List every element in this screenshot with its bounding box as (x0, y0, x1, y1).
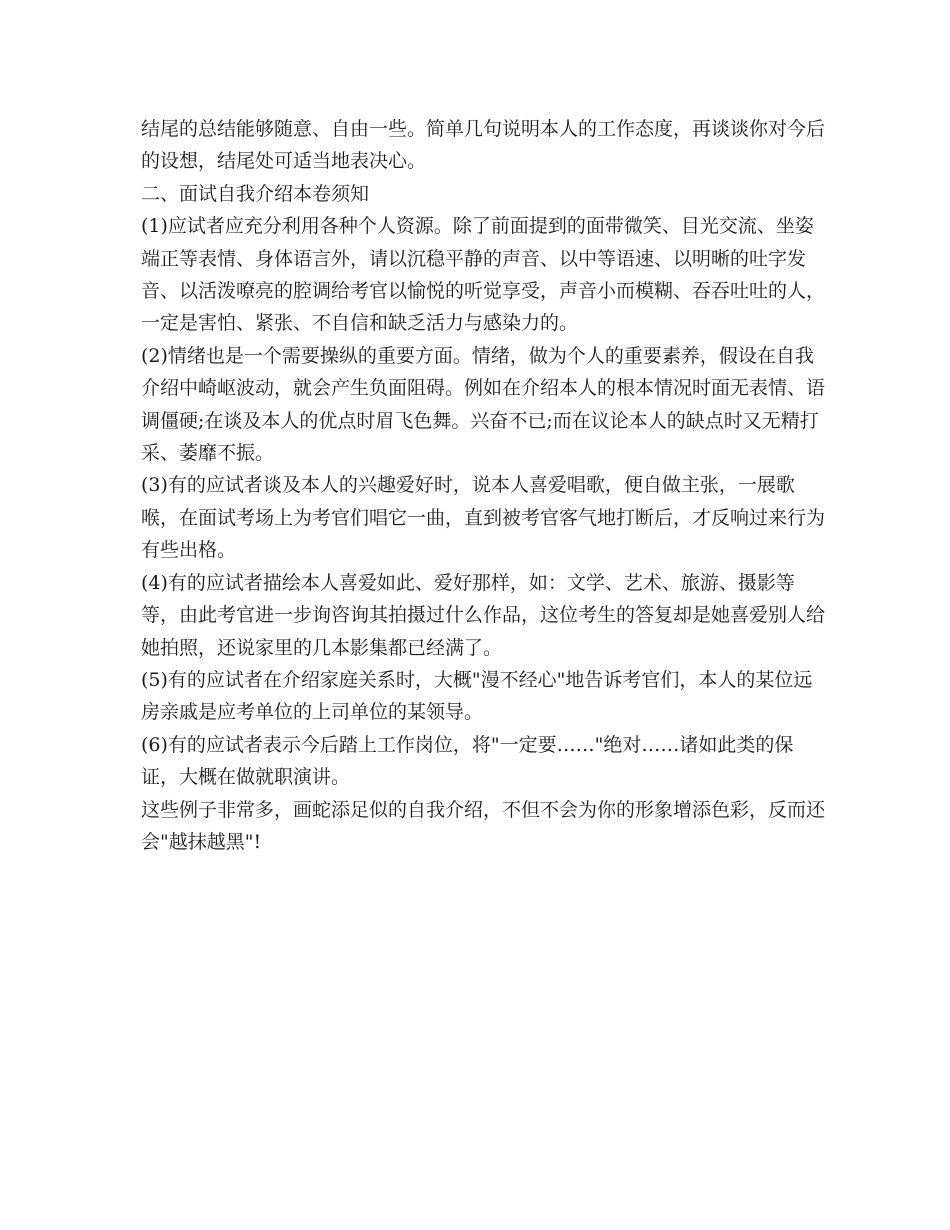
text-line: (4)有的应试者描绘本人喜爱如此、爱好那样，如：文学、艺术、旅游、摄影等 (141, 571, 795, 594)
text-line: 调僵硬;在谈及本人的优点时眉飞色舞。兴奋不已;而在议论本人的缺点时又无精打 (141, 409, 819, 432)
text-line: 一定是害怕、紧张、不自信和缺乏活力与感染力的。 (141, 312, 579, 335)
paragraph-item-5 (141, 664, 813, 729)
text-line: 介绍中崎岖波动，就会产生负面阻碍。例如在介绍本人的根本情况时面无表情、语 (141, 377, 826, 400)
text-line: (6)有的应试者表示今后踏上工作岗位，将"一定要……"绝对……诸如此类的保 (141, 733, 794, 756)
section-heading (141, 178, 813, 210)
text-line: 证，大概在做就职演讲。 (141, 766, 351, 789)
text-line: 端正等表情、身体语言外，请以沉稳平静的声音、以中等语速、以明晰的吐字发 (141, 247, 807, 270)
section-heading-text: 二、面试自我介绍本卷须知 (141, 182, 370, 205)
text-line: 音、以活泼嘹亮的腔调给考官以愉悦的听觉享受，声音小而模糊、吞吞吐吐的人， (141, 280, 826, 303)
text-line: (3)有的应试者谈及本人的兴趣爱好时，说本人喜爱唱歌，便自做主张，一展歌 (141, 474, 795, 497)
paragraph-item-4 (141, 567, 826, 664)
text-line: (1)应试者应充分利用各种个人资源。除了前面提到的面带微笑、目光交流、坐姿 (141, 215, 814, 238)
text-line: 结尾的总结能够随意、自由一些。简单几句说明本人的工作态度，再谈谈你对今后 (141, 118, 826, 140)
paragraph-item-1 (141, 210, 826, 340)
paragraph-closing-summary (141, 113, 826, 178)
text-line: 有些出格。 (141, 539, 237, 562)
paragraph-item-3 (141, 469, 826, 566)
paragraph-conclusion (141, 794, 826, 859)
text-line: (2)情绪也是一个需要操纵的重要方面。情绪，做为个人的重要素养，假设在自我 (141, 344, 814, 367)
text-line: 这些例子非常多，画蛇添足似的自我介绍，不但不会为你的形象增添色彩，反而还 (141, 798, 826, 821)
text-line: 房亲戚是应考单位的上司单位的某领导。 (141, 701, 484, 724)
text-line: 会"越抹越黑"! (141, 830, 262, 853)
text-line: 等，由此考官进一步询咨询其拍摄过什么作品，这位考生的答复却是她喜爱别人给 (141, 604, 826, 627)
text-line: (5)有的应试者在介绍家庭关系时，大概"漫不经心"地告诉考官们，本人的某位远 (141, 668, 813, 691)
paragraph-item-2 (141, 340, 826, 470)
document-body (141, 113, 826, 858)
text-line: 她拍照，还说家里的几本影集都已经满了。 (141, 636, 503, 659)
paragraph-item-6 (141, 729, 813, 794)
text-line: 的设想，结尾处可适当地表决心。 (141, 150, 427, 173)
text-line: 喉，在面试考场上为考官们唱它一曲，直到被考官客气地打断后，才反响过来行为 (141, 506, 826, 529)
text-line: 采、萎靡不振。 (141, 442, 275, 465)
